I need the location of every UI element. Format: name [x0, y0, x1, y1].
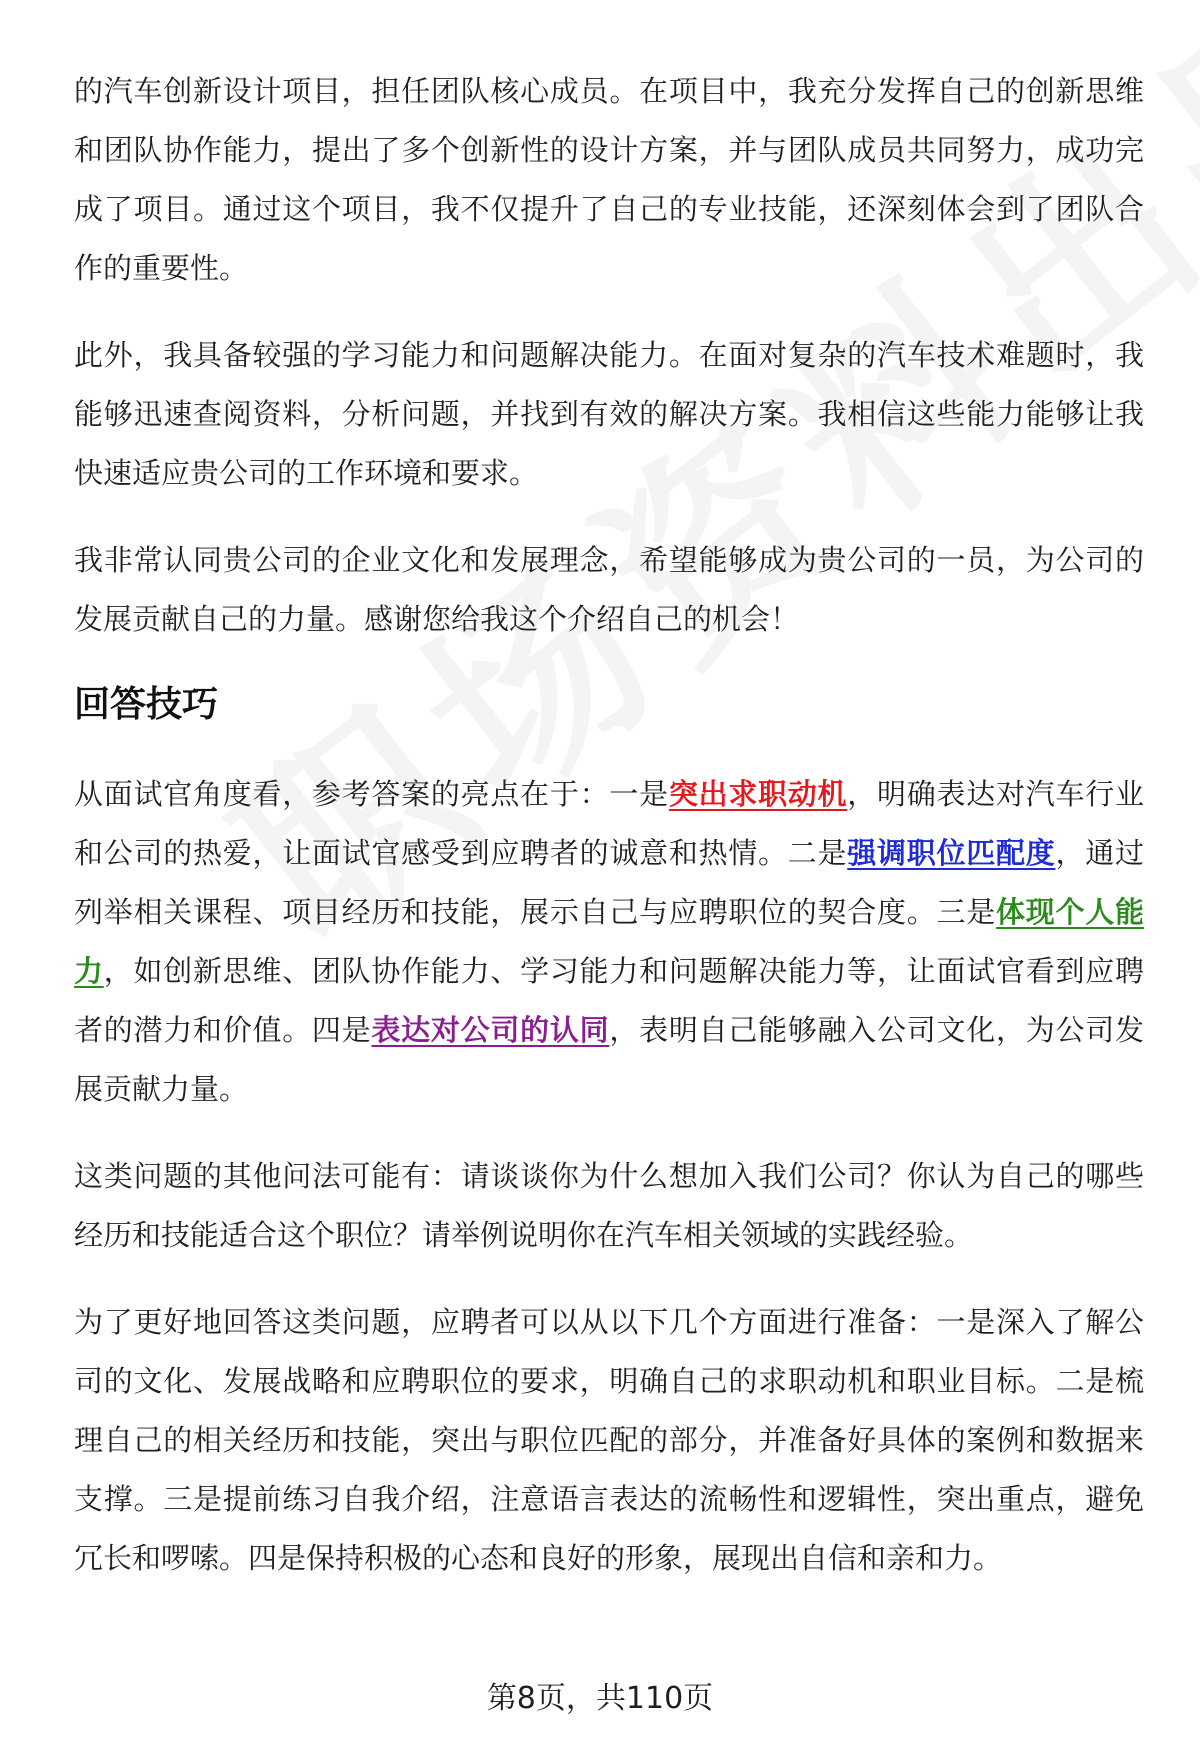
tips-text-4: ，如创新思维、团队协作能力、学习能力和问题解决能力等，让面试官看到应聘者的潜力和价值。四是 [74, 954, 1144, 1047]
tips-text-3: ，通过列举相关课程、项目经历和技能，展示自己与应聘职位的契合度。三是 [74, 836, 1144, 929]
highlight-personal-ability: 体现个人能力 [74, 895, 1144, 988]
highlight-job-match: 强调职位匹配度 [847, 836, 1056, 870]
tips-text-5: ，表明自己能够融入公司文化，为公司发展贡献力量。 [74, 1013, 1144, 1106]
section-heading-answer-tips: 回答技巧 [74, 684, 219, 725]
intro-paragraph-1: 的汽车创新设计项目，担任团队核心成员。在项目中，我充分发挥自己的创新思维和团队协作能力，提出了多个创新性的设计方案，并与团队成员共同努力，成功完成了项目。通过这个项目，我不仅提升了自己的专业技能，还深刻体会到了团队合作的重要性。 [74, 74, 1144, 285]
page-number: 第8页，共110页 [486, 1681, 714, 1716]
intro-paragraph-3: 我非常认同贵公司的企业文化和发展理念，希望能够成为贵公司的一员，为公司的发展贡献自己的力量。感谢您给我这个介绍自己的机会！ [74, 543, 1144, 636]
tips-paragraph-2: 这类问题的其他问法可能有：请谈谈你为什么想加入我们公司？你认为自己的哪些经历和技能适合这个职位？请举例说明你在汽车相关领域的实践经验。 [74, 1159, 1144, 1252]
tips-paragraph-1 [74, 765, 1144, 1119]
intro-paragraph-2: 此外，我具备较强的学习能力和问题解决能力。在面对复杂的汽车技术难题时，我能够迅速查阅资料，分析问题，并找到有效的解决方案。我相信这些能力能够让我快速适应贵公司的工作环境和要求。 [74, 338, 1144, 490]
highlight-motivation: 突出求职动机 [668, 777, 848, 811]
tips-text-2: ，明确表达对汽车行业和公司的热爱，让面试官感受到应聘者的诚意和热情。二是 [74, 777, 1144, 870]
tips-paragraph-3: 为了更好地回答这类问题，应聘者可以从以下几个方面进行准备：一是深入了解公司的文化、发展战略和应聘职位的要求，明确自己的求职动机和职业目标。二是梳理自己的相关经历和技能，突出与职位匹配的部分，并准备好具体的案例和数据来支撑。三是提前练习自我介绍，注意语言表达的流畅性和逻辑性，突出重点，避免冗长和啰嗦。四是保持积极的心态和良好的形象，展现出自信和亲和力。 [74, 1305, 1144, 1575]
document-body [74, 62, 1144, 1616]
highlight-company-identity: 表达对公司的认同 [371, 1013, 610, 1047]
tips-text-1: 从面试官角度看，参考答案的亮点在于：一是 [74, 777, 669, 811]
